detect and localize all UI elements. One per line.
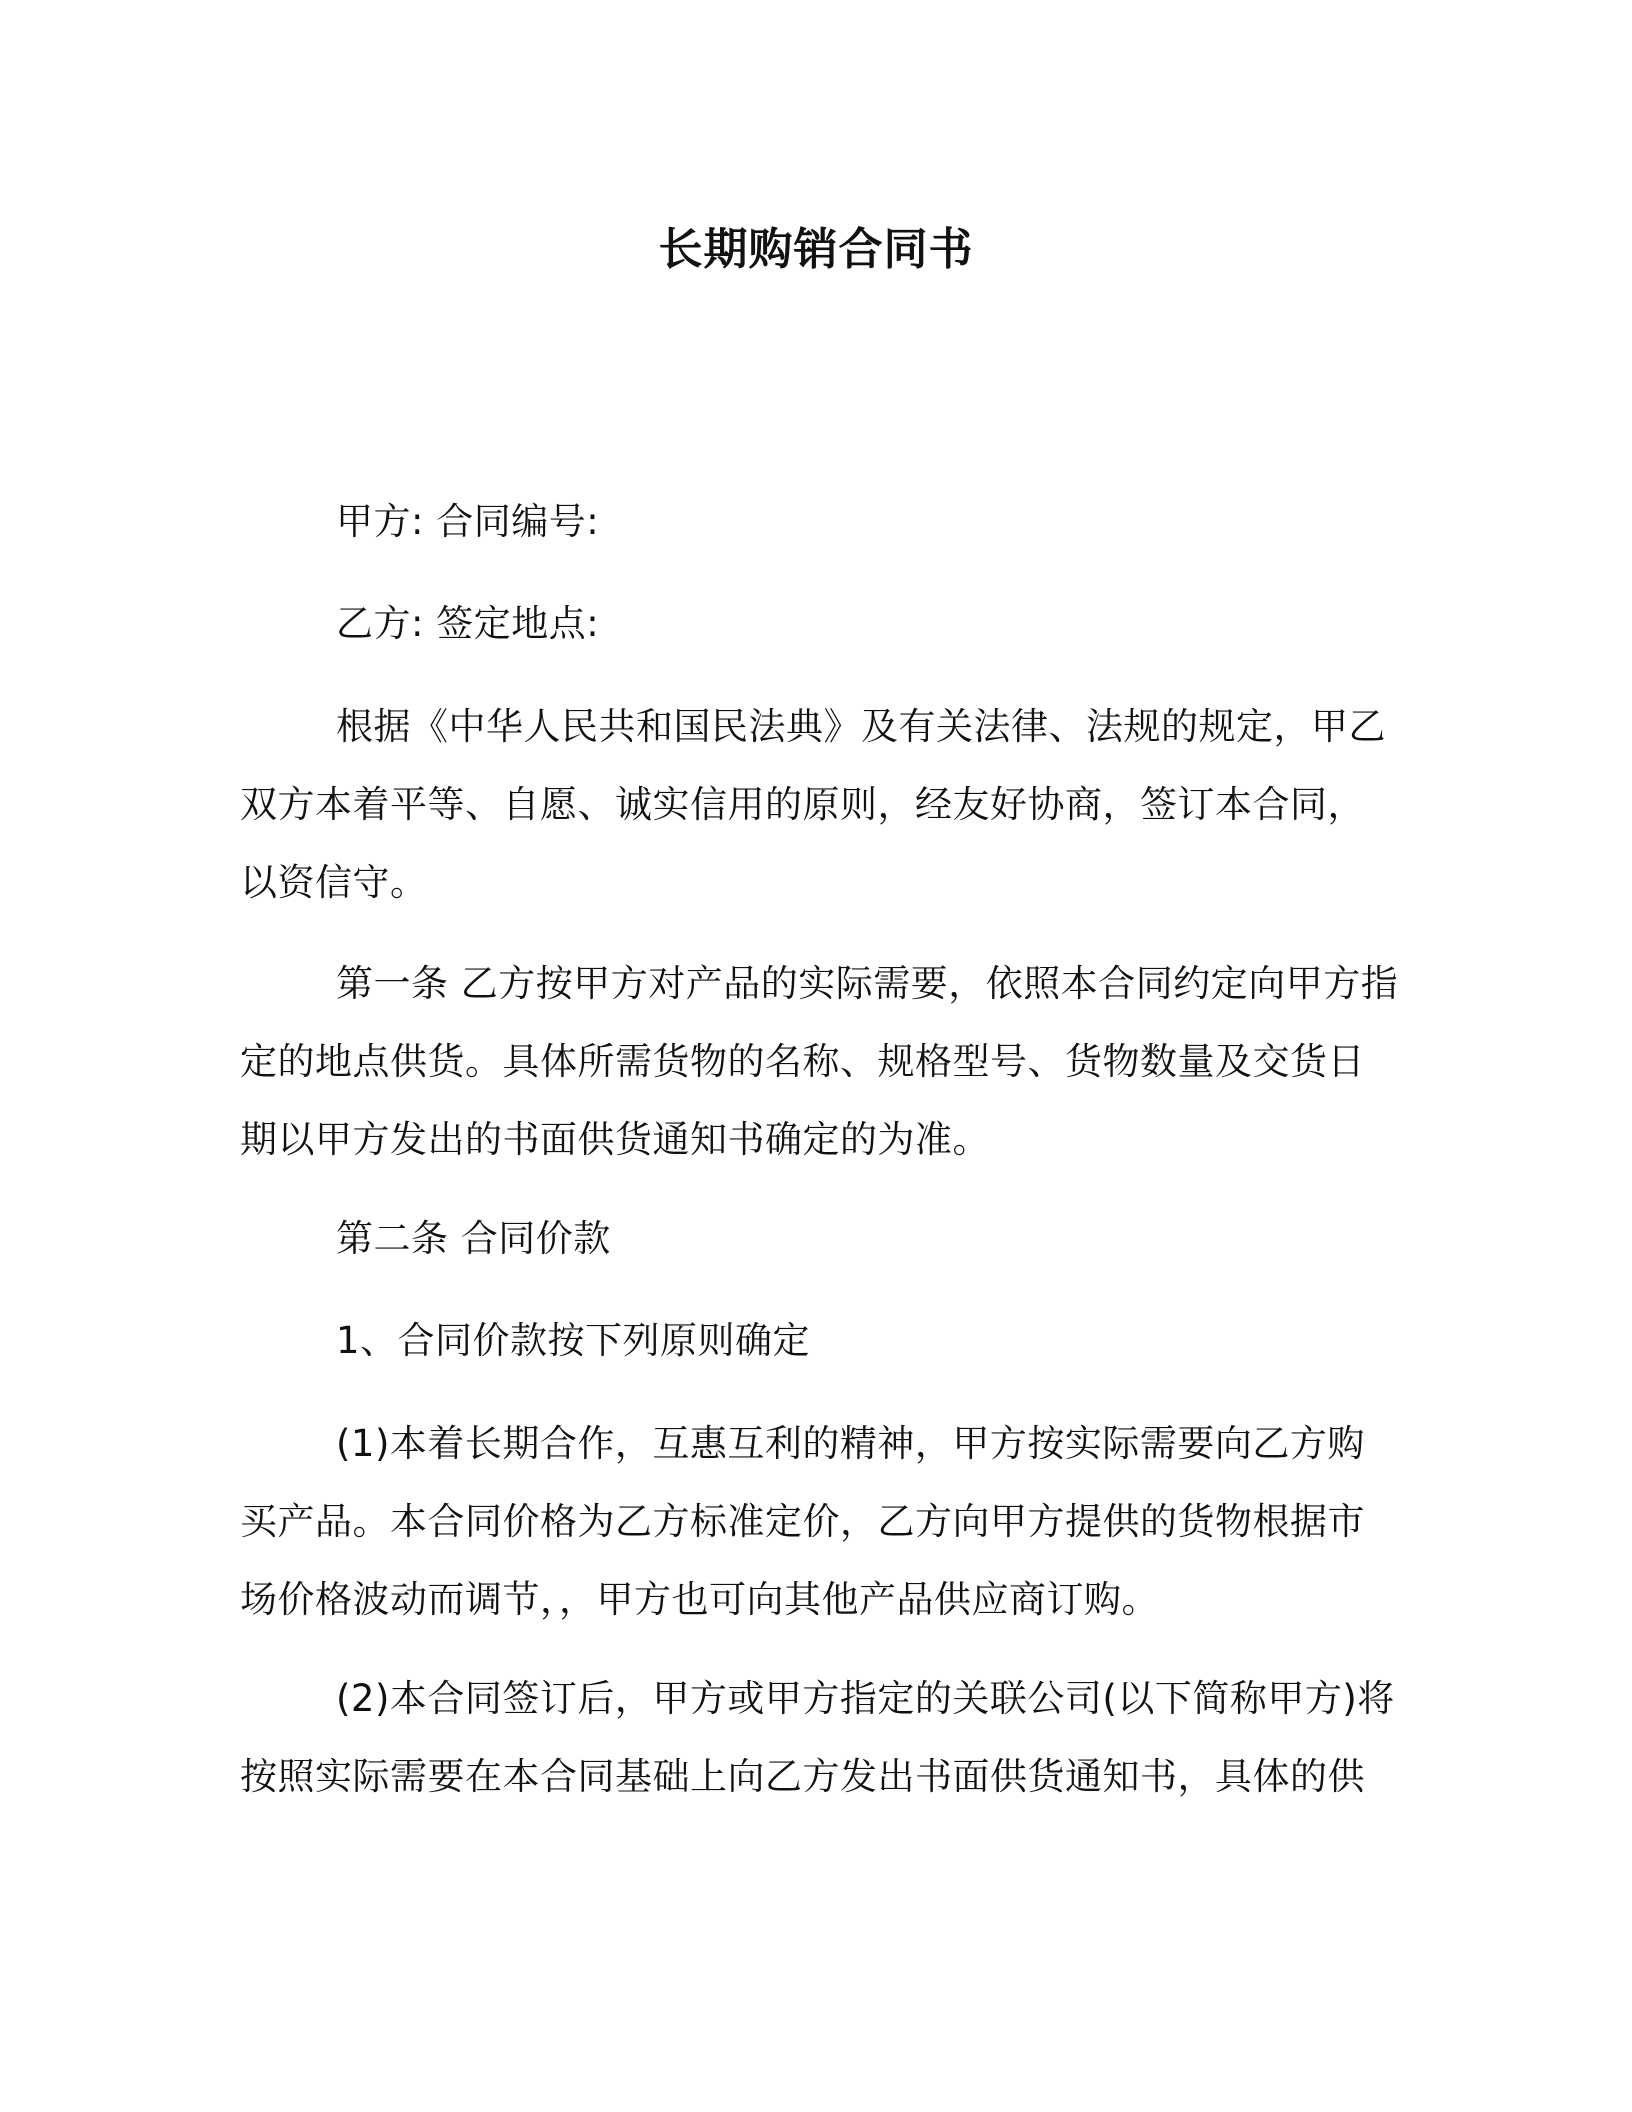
- clause-1-item-1-paragraph: (1)本着长期合作，互惠互利的精神，甲方按实际需要向乙方购买产品。本合同价格为乙方标准定价，乙方向甲方提供的货物根据市场价格波动而调节，，甲方也可向其他产品供应商订购。: [240, 1422, 1365, 1621]
- article-1-paragraph: 第一条 乙方按甲方对产品的实际需要，依照本合同约定向甲方指定的地点供货。具体所需货物的名称、规格型号、货物数量及交货日期以甲方发出的书面供货通知书确定的为准。: [240, 962, 1399, 1161]
- clause-1-item-2-paragraph: (2)本合同签订后，甲方或甲方指定的关联公司(以下简称甲方)将按照实际需要在本合同基础上向乙方发出书面供货通知书，具体的供: [240, 1677, 1395, 1798]
- document-title: 长期购销合同书: [658, 224, 974, 275]
- preamble-paragraph: 根据《中华人民共和国民法典》及有关法律、法规的规定，甲乙双方本着平等、自愿、诚实信用的原则，经友好协商，签订本合同，以资信守。: [240, 705, 1386, 904]
- party-a-line: 甲方: 合同编号:: [336, 500, 600, 543]
- clause-1-heading: 1、合同价款按下列原则确定: [336, 1319, 811, 1362]
- party-b-line: 乙方: 签定地点:: [336, 602, 600, 645]
- article-2-heading: 第二条 合同价款: [336, 1217, 611, 1260]
